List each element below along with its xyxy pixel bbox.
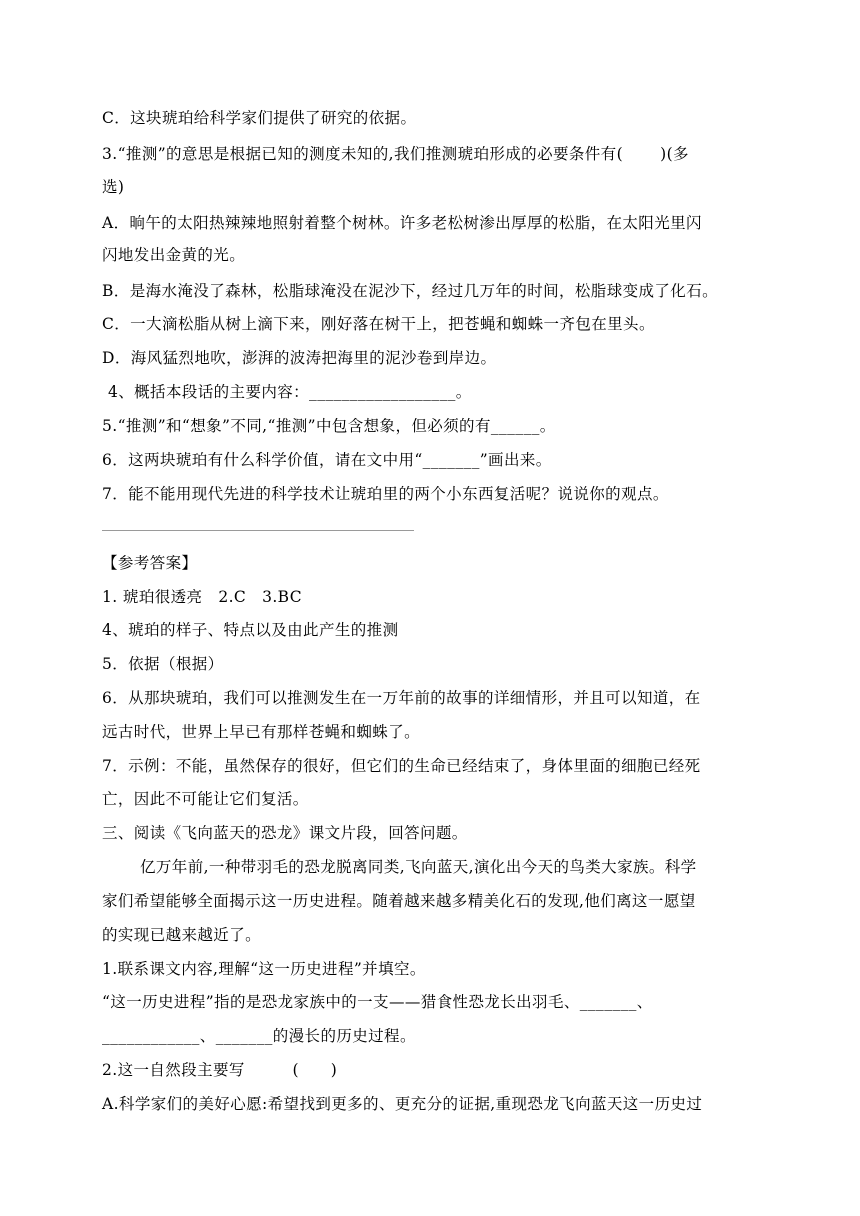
question-4-line: 4、概括本段话的主要内容：__________________。	[108, 383, 472, 401]
answer-6-line-2: 远古时代，世界上早已有那样苍蝇和蜘蛛了。	[102, 723, 421, 741]
passage-line-3: 的实现已越来越近了。	[102, 926, 262, 944]
passage-line-1: 亿万年前,一种带羽毛的恐龙脱离同类,飞向蓝天,演化出今天的鸟类大家族。科学	[140, 858, 697, 876]
option-c-line: C．这块琥珀给科学家们提供了研究的依据。	[102, 109, 417, 127]
answer-7-line-2: 亡，因此不可能让它们复活。	[102, 790, 309, 808]
separator-line	[102, 530, 414, 531]
answer-5: 5．依据（根据）	[102, 655, 224, 673]
section-3-heading: 三、阅读《飞向蓝天的恐龙》课文片段，回答问题。	[102, 824, 468, 842]
answer-4: 4、琥珀的样子、特点以及由此产生的推测	[102, 621, 399, 639]
fill-blank-line-1: “这一历史进程”指的是恐龙家族中的一支——猎食性恐龙长出羽毛、_______、	[102, 993, 653, 1011]
question-5-line: 5.“推测”和“想象”不同,“推测”中包含想象，但必须的有______。	[102, 417, 556, 435]
answer-6-line-1: 6．从那块琥珀，我们可以推测发生在一万年前的故事的详细情形，并且可以知道，在	[102, 689, 701, 707]
answer-heading: 【参考答案】	[102, 554, 198, 572]
question-7-line: 7．能不能用现代先进的科学技术让琥珀里的两个小东西复活呢？说说你的观点。	[102, 485, 669, 503]
passage-line-2: 家们希望能够全面揭示这一历史进程。随着越来越多精美化石的发现,他们离这一愿望	[102, 892, 696, 910]
question-2-option-a: A.科学家们的美好心愿:希望找到更多的、更充分的证据,重现恐龙飞向蓝天这一历史过	[102, 1095, 703, 1113]
question-1-line: 1.联系课文内容,理解“这一历史进程”并填空。	[102, 960, 426, 978]
option-a-line-2: 闪地发出金黄的光。	[102, 246, 246, 264]
option-d-line: D．海风猛烈地吹，澎湃的波涛把海里的泥沙卷到岸边。	[102, 349, 497, 367]
option-b-line: B．是海水淹没了森林，松脂球淹没在泥沙下，经过几万年的时间，松脂球变成了化石。	[102, 282, 718, 300]
question-6-line: 6．这两块琥珀有什么科学价值，请在文中用“_______”画出来。	[102, 451, 552, 469]
fill-blank-line-2: ____________、_______的漫长的历史过程。	[102, 1027, 416, 1045]
question-3-line-2: 选)	[102, 178, 125, 196]
answer-1-3: 1. 琥珀很透亮 2.C 3.BC	[102, 588, 302, 606]
answer-7-line-1: 7．示例：不能，虽然保存的很好，但它们的生命已经结束了，身体里面的细胞已经死	[102, 757, 701, 775]
question-2-line: 2.这一自然段主要写 ( )	[102, 1061, 338, 1079]
option-a-line-1: A．晌午的太阳热辣辣地照射着整个树林。许多老松树渗出厚厚的松脂，在太阳光里闪	[102, 214, 702, 232]
question-3-line-1: 3.“推测”的意思是根据已知的测度未知的,我们推测琥珀形成的必要条件有( )(多	[102, 145, 689, 163]
option-c-line-2: C．一大滴松脂从树上滴下来，刚好落在树干上，把苍蝇和蜘蛛一齐包在里头。	[102, 315, 655, 333]
